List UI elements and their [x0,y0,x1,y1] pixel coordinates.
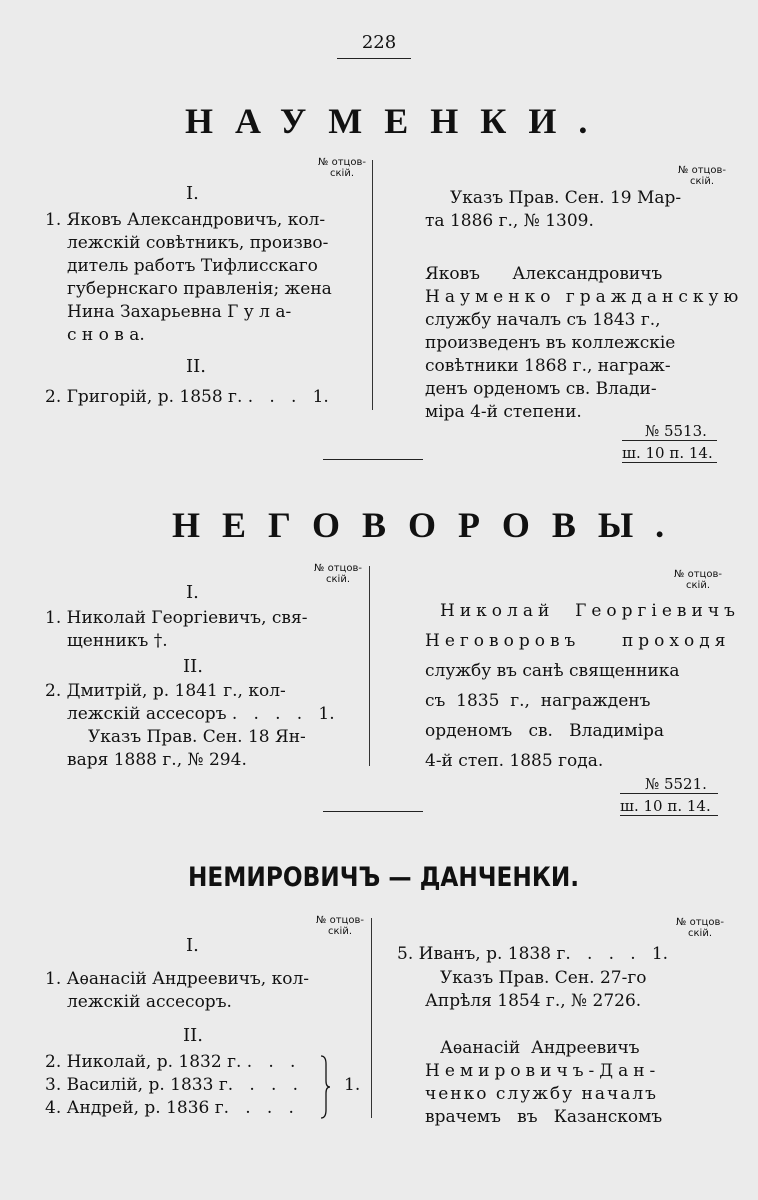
entry-line: 1. Яковъ Александровичъ, кол- [45,210,326,230]
decree-line: варя 1888 г., № 294. [67,750,247,770]
entry-line: 2. Григорій, р. 1858 г. . . . 1. [45,387,329,407]
text-line: Науменко гражданскую [425,287,744,307]
entry-line: 5. Иванъ, р. 1838 г. . . . 1. [397,944,669,964]
column-note-text: № отцов- скій. [318,157,366,179]
entry-line: губернскаго правленія; жена [67,279,332,299]
column-note-text: № отцов- скій. [676,917,724,939]
column-divider [369,566,370,766]
entry-line: 2. Дмитрій, р. 1841 г., кол- [45,681,286,701]
text-line: совѣтники 1868 г., награж- [425,356,671,376]
column-note [670,917,730,939]
text-line: Аѳанасій Андреевичъ [440,1038,640,1058]
text-line: Немировичъ-Дан- [425,1061,661,1081]
decree-line: Указъ Прав. Сен. 19 Мар- [450,188,682,208]
text-line: съ 1835 г., награжденъ [425,691,651,711]
column-divider [372,160,373,410]
brace-icon [318,1054,332,1120]
family-title-nemirovich-danchenki: НЕМИРОВИЧЪ — ДАНЧЕНКИ. [188,862,580,893]
text-line: Неговоровъ проходя [425,631,731,651]
decree-line: Указъ Прав. Сен. 27-го [440,968,647,988]
generation-heading: I. [186,183,199,204]
entry-line: дитель работъ Тифлисскаго [67,256,318,276]
archive-rule [622,462,717,463]
entry-line: 2. Николай, р. 1832 г. . . . [45,1052,296,1072]
text-line: міра 4-й степени. [425,402,582,422]
column-note [310,915,370,937]
generation-heading: I. [186,935,199,956]
entry-line: лежскій ассесоръ. [67,992,232,1012]
column-divider [371,918,372,1118]
entry-line: 3. Василій, р. 1833 г. . . . [45,1075,298,1095]
column-note [672,165,732,187]
archive-rule [620,793,718,794]
entry-line: лежскій совѣтникъ, произво- [67,233,329,253]
family-title-naumenki: НАУМЕНКИ. [185,101,610,141]
column-note-text: № отцов- скій. [678,165,726,187]
bracket-value: 1. [344,1075,361,1095]
decree-line: Указъ Прав. Сен. 18 Ян- [88,727,306,747]
archive-shelf: ш. 10 п. 14. [620,797,711,815]
text-line: денъ орденомъ св. Влади- [425,379,657,399]
text-line: Николай Георгіевичъ [440,601,740,621]
decree-line: Апрѣля 1854 г., № 2726. [425,991,642,1011]
text-line: службу началъ съ 1843 г., [425,310,661,330]
entry-line: 4. Андрей, р. 1836 г. . . . [45,1098,294,1118]
column-note [312,157,372,179]
entry-line: 1. Николай Георгіевичъ, свя- [45,608,308,628]
section-separator [323,459,423,460]
archive-number: № 5513. [645,422,707,440]
family-title-negovorovy: НЕГОВОРОВЫ. [172,505,687,545]
text-line: произведенъ въ коллежскіе [425,333,676,353]
text-line: 4-й степ. 1885 года. [425,751,604,771]
entry-line: щенникъ †. [67,631,168,651]
decree-line: та 1886 г., № 1309. [425,211,594,231]
text-line: ченко службу началъ [425,1084,658,1104]
page-number-rule [337,58,411,59]
column-note-text: № отцов- скій. [316,915,364,937]
text-line: Яковъ Александровичъ [425,264,663,284]
entry-line: с н о в а. [67,325,145,345]
archive-number: № 5521. [645,775,707,793]
text-line: врачемъ въ Казанскомъ [425,1107,663,1127]
entry-line: Нина Захарьевна Г у л а- [67,302,292,322]
column-note [668,569,728,591]
text-line: службу въ санѣ священника [425,661,680,681]
generation-heading: II. [183,656,203,677]
column-note [308,563,368,585]
archive-shelf: ш. 10 п. 14. [622,444,713,462]
section-separator [323,811,423,812]
entry-line: 1. Аѳанасій Андреевичъ, кол- [45,969,310,989]
generation-heading: II. [186,356,206,377]
column-note-text: № отцов- скій. [314,563,362,585]
entry-line: лежскій ассесоръ . . . . 1. [67,704,335,724]
column-note-text: № отцов- скій. [674,569,722,591]
page-number: 228 [361,32,397,53]
archive-rule [620,815,718,816]
generation-heading: I. [186,582,199,603]
generation-heading: II. [183,1025,203,1046]
text-line: орденомъ св. Владиміра [425,721,665,741]
archive-rule [622,440,717,441]
